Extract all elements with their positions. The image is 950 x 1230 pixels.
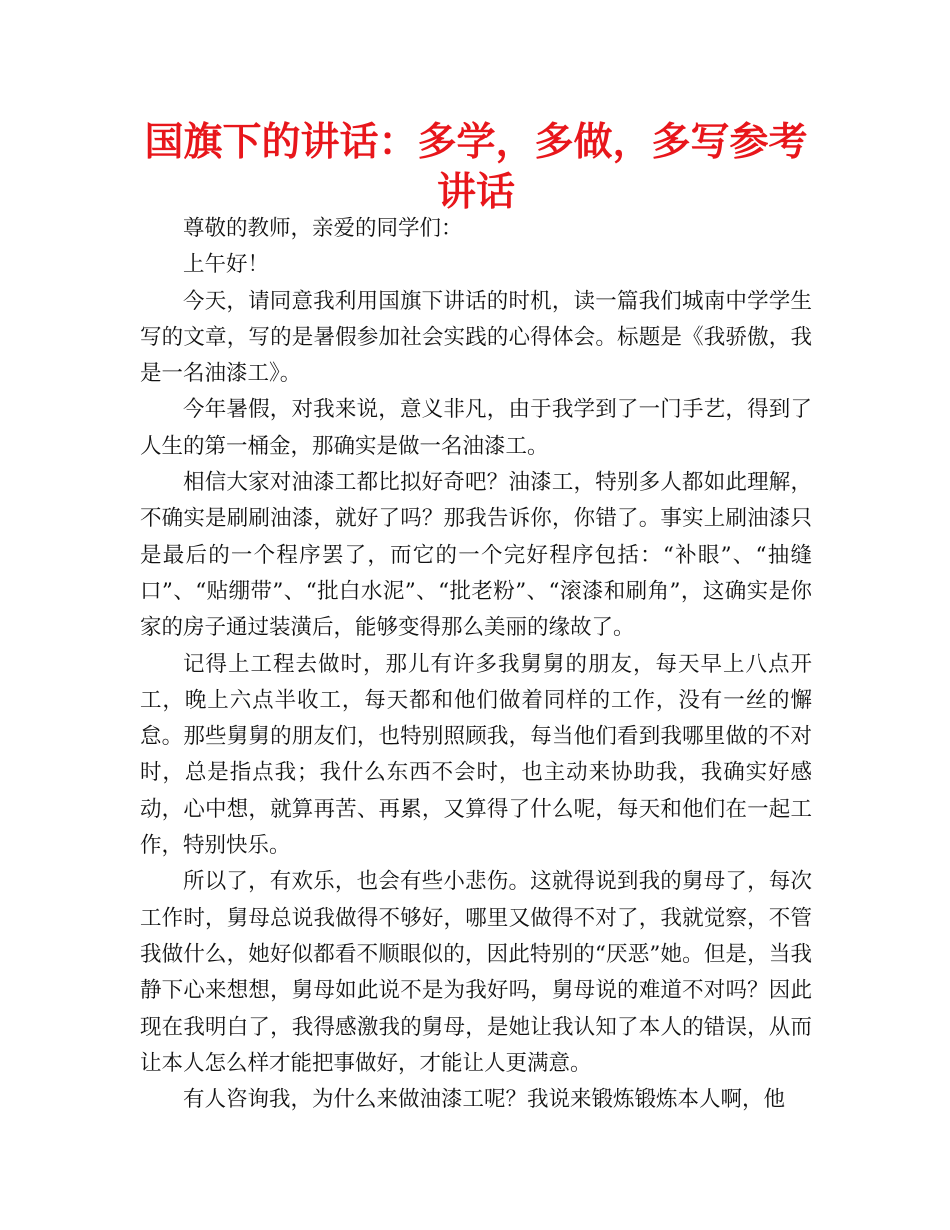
paragraph: 今年暑假，对我来说，意义非凡，由于我学到了一门手艺，得到了人生的第一桶金，那确实是做一名油漆工。 [140,397,812,459]
greeting: 上午好！ [183,252,270,278]
paragraph: 有人咨询我，为什么来做油漆工呢？我说来锻炼锻炼本人啊，他 [183,1087,786,1113]
salutation: 尊敬的教师，亲爱的同学们： [183,216,463,241]
document-title: 国旗下的讲话：多学，多做，多写参考讲话 [144,120,808,215]
paragraph: 记得上工程去做时，那儿有许多我舅舅的朋友，每天早上八点开工，晚上六点半收工，每天都和他们做着同样的工作，没有一丝的懈怠。那些舅舅的朋友们，也特别照顾我，每当他们看到我哪里做的不对时，总是指点我；我什么东西不会时，也主动来协助我，我确实好感动，心中想，就算再苦、再累，又算得了什么呢，每天和他们在一起工作，特别快乐。 [140,651,812,859]
paragraph: 所以了，有欢乐，也会有些小悲伤。这就得说到我的舅母了，每次工作时，舅母总说我做得不够好，哪里又做得不对了，我就觉察，不管我做什么，她好似都看不顺眼似的，因此特别的“厌恶”她。但是，当我静下心来想想，舅母如此说不是为我好吗，舅母说的难道不对吗？因此现在我明白了，我得感激我的舅母，是她让我认知了本人的错误，从而让本人怎么样才能把事做好，才能让人更满意。 [140,869,812,1076]
paragraph: 今天，请同意我利用国旗下讲话的时机，读一篇我们城南中学学生写的文章，写的是暑假参加社会实践的心得体会。标题是《我骄傲，我是一名油漆工》。 [140,288,812,387]
document-body [140,211,812,1118]
paragraph: 相信大家对油漆工都比拟好奇吧？油漆工，特别多人都如此理解，不确实是刷刷油漆，就好了吗？那我告诉你，你错了。事实上刷油漆只是最后的一个程序罢了，而它的一个完好程序包括：“补眼”、“抽缝口”、“贴绷带”、“批白水泥”、“批老粉”、“滚漆和刷角”，这确实是你家的房子通过装潢后，能够变得那么美丽的缘故了。 [140,470,812,641]
